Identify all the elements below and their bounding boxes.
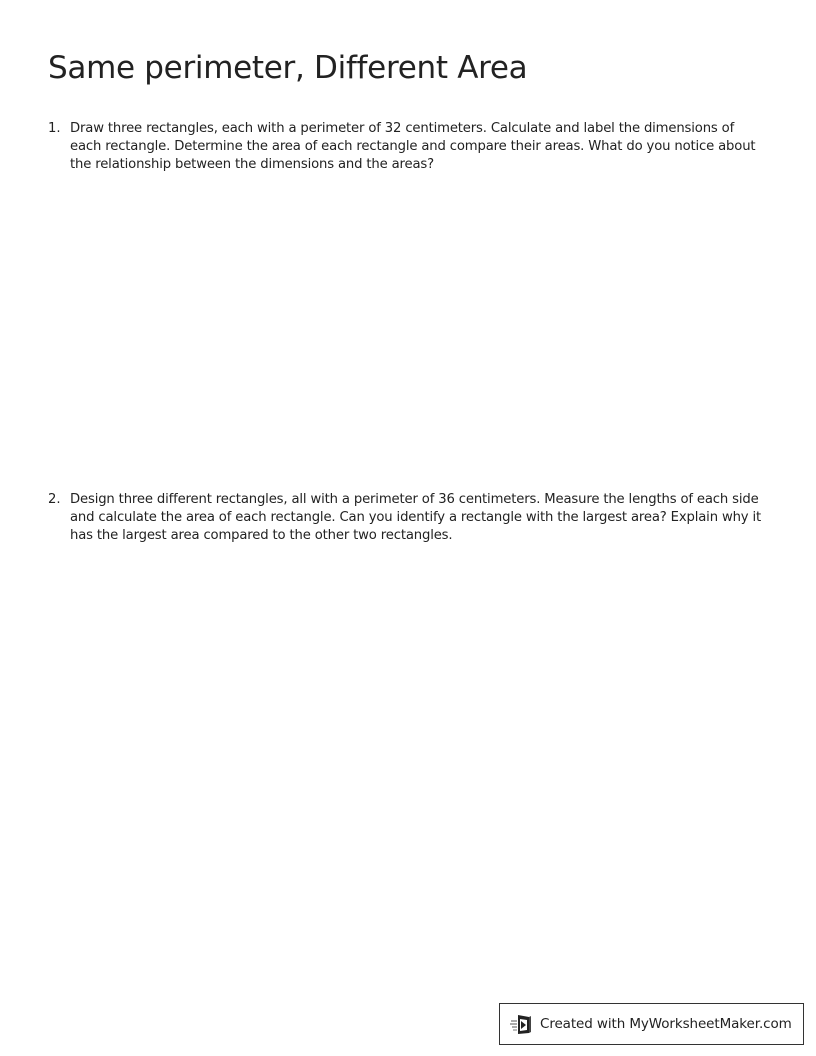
question-1 (48, 120, 766, 174)
question-number: 1. (48, 121, 61, 136)
created-with-badge[interactable] (499, 1003, 804, 1045)
footer-label: Created with MyWorksheetMaker.com (540, 1016, 792, 1032)
page-title: Same perimeter, Different Area (48, 50, 528, 86)
worksheet-maker-logo-icon (510, 1012, 534, 1036)
question-number: 2. (48, 492, 61, 507)
question-text: Design three different rectangles, all with a perimeter of 36 centimeters. Measure the lengths of each side and calculate the area of each rectangle. Can you identify a rectangle with the largest area? Explain why it has the largest area compared to the other two rectangles. (70, 492, 762, 543)
question-2 (48, 491, 766, 545)
question-text: Draw three rectangles, each with a perimeter of 32 centimeters. Calculate and label the dimensions of each rectangle. Determine the area of each rectangle and compare their areas. What do you notice about the relationship between the dimensions and the areas? (70, 121, 756, 172)
